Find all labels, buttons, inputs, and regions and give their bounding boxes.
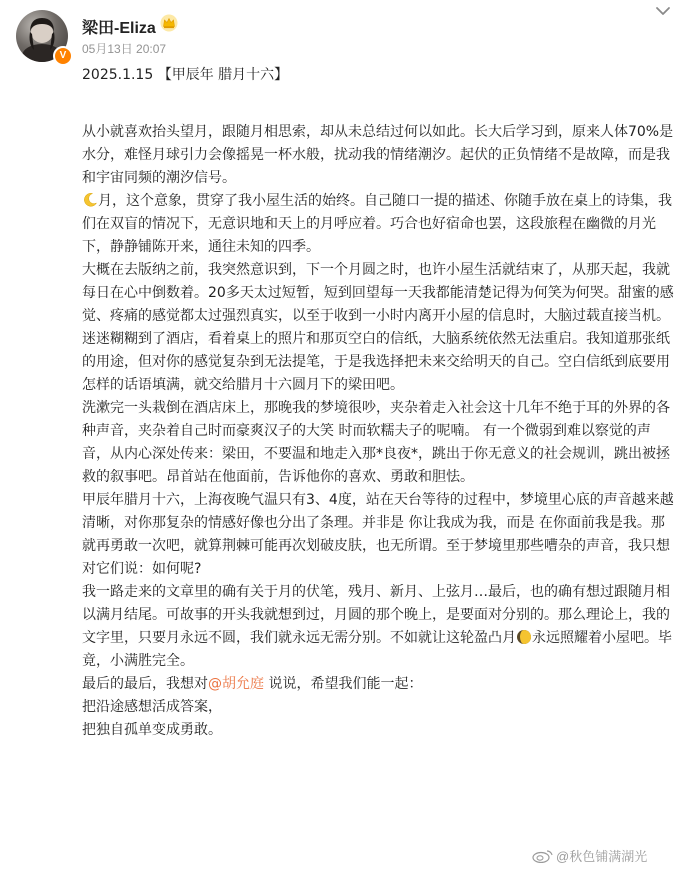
watermark-text: @秋色铺满湖光 <box>556 849 648 864</box>
post-paragraph-text: 月，这个意象，贯穿了我小屋生活的始终。自己随口一提的描述、你随手放在桌上的诗集，我们在双盲的情况下，无意识地和天上的月呼应着。巧合也好宿命也罢，这段旅程在幽微的月光下，静静铺陈开来，通往未知的四季。 <box>82 193 672 255</box>
post-paragraph: 洗漱完一头栽倒在酒店床上，那晚我的梦境很吵，夹杂着走入社会这十几年不绝于耳的外界的各种声音，夹杂着自己时而豪爽汉子的大笑 时而软糯夫子的呢喃。 有一个微弱到难以察觉的声音，从内心深处传来：梁田，不要温和地走入那*良夜*，跳出于你无意义的社会规训，跳出被拯救的叙事吧。昂首站在他面前，告诉他你的喜欢、勇敢和胆怯。 <box>82 400 670 485</box>
weibo-logo-icon <box>532 849 554 863</box>
crescent-moon-emoji-icon <box>82 192 98 208</box>
post-paragraph <box>82 581 678 673</box>
chevron-down-icon[interactable] <box>652 2 674 20</box>
crown-icon[interactable] <box>160 14 178 32</box>
post-paragraph: 把独自孤单变成勇敢。 <box>82 722 222 738</box>
post-paragraph-text: 我一路走来的文章里的确有关于月的伏笔，残月、新月、上弦月…最后，也的确有想过跟随月相 以满月结尾。可故事的开头我就想到过，月圆的那个晚上，是要面对分别的。那么理论上，我的文字里，只要月永远不圆，我们就永远无需分别。不如就让这轮盈凸月 <box>82 584 670 646</box>
post-date-line: 2025.1.15 【甲辰年 腊月十六】 <box>82 67 289 83</box>
watermark <box>532 846 647 865</box>
post-paragraph: 从小就喜欢抬头望月，跟随月相思索，却从未总结过何以如此。长大后学习到，原来人体70%是水分，难怪月球引力会像摇晃一杯水般，扰动我的情绪潮汐。起伏的正负情绪不是故障，而是我和宇宙同频的潮汐信号。 <box>82 124 674 186</box>
post-paragraph <box>82 673 678 696</box>
post-paragraph-text: 永远照耀着小屋吧。毕竟，小满胜完全。 <box>82 630 672 669</box>
author-name[interactable]: 梁田-Eliza <box>82 20 156 37</box>
post-paragraph <box>82 190 678 259</box>
mention-link[interactable]: @胡允庭 <box>208 676 264 692</box>
waxing-gibbous-moon-emoji-icon <box>516 629 532 645</box>
post-paragraph-text: 最后的最后，我想对 <box>82 676 208 692</box>
post-paragraph: 甲辰年腊月十六，上海夜晚气温只有3、4度，站在天台等待的过程中，梦境里心底的声音越来越清晰，对你那复杂的情感好像也分出了条理。并非是 你让我成为我，而是 在你面前我是我。那就再勇敢一次吧，就算荆棘可能再次划破皮肤，也无所谓。至于梦境里那些嘈杂的声音，我只想对它们说：如何呢? <box>82 492 674 577</box>
verified-badge: V <box>53 46 73 66</box>
post-paragraph: 把沿途感想活成答案， <box>82 699 222 715</box>
post-body <box>82 64 678 742</box>
post-paragraph-text: 说说，希望我们能一起： <box>264 676 423 692</box>
post-paragraph: 大概在去版纳之前，我突然意识到，下一个月圆之时，也许小屋生活就结束了，从那天起，我就每日在心中倒数着。20多天太过短暂，短到回望每一天我都能清楚记得为何笑为何哭。甜蜜的感觉、疼痛的感觉都太过强烈真实，以至于收到一小时内离开小屋的信息时，大脑过载直接当机。迷迷糊糊到了酒店，看着桌上的照片和那页空白的信纸，大脑系统依然无法重启。我知道那张纸的用途，但对你的感觉复杂到无法提笔，于是我选择把未来交给明天的自己。空白信纸到底要用怎样的话语填满，就交给腊月十六圆月下的梁田吧。 <box>82 262 674 393</box>
post-timestamp[interactable]: 05月13日 20:07 <box>82 42 167 56</box>
